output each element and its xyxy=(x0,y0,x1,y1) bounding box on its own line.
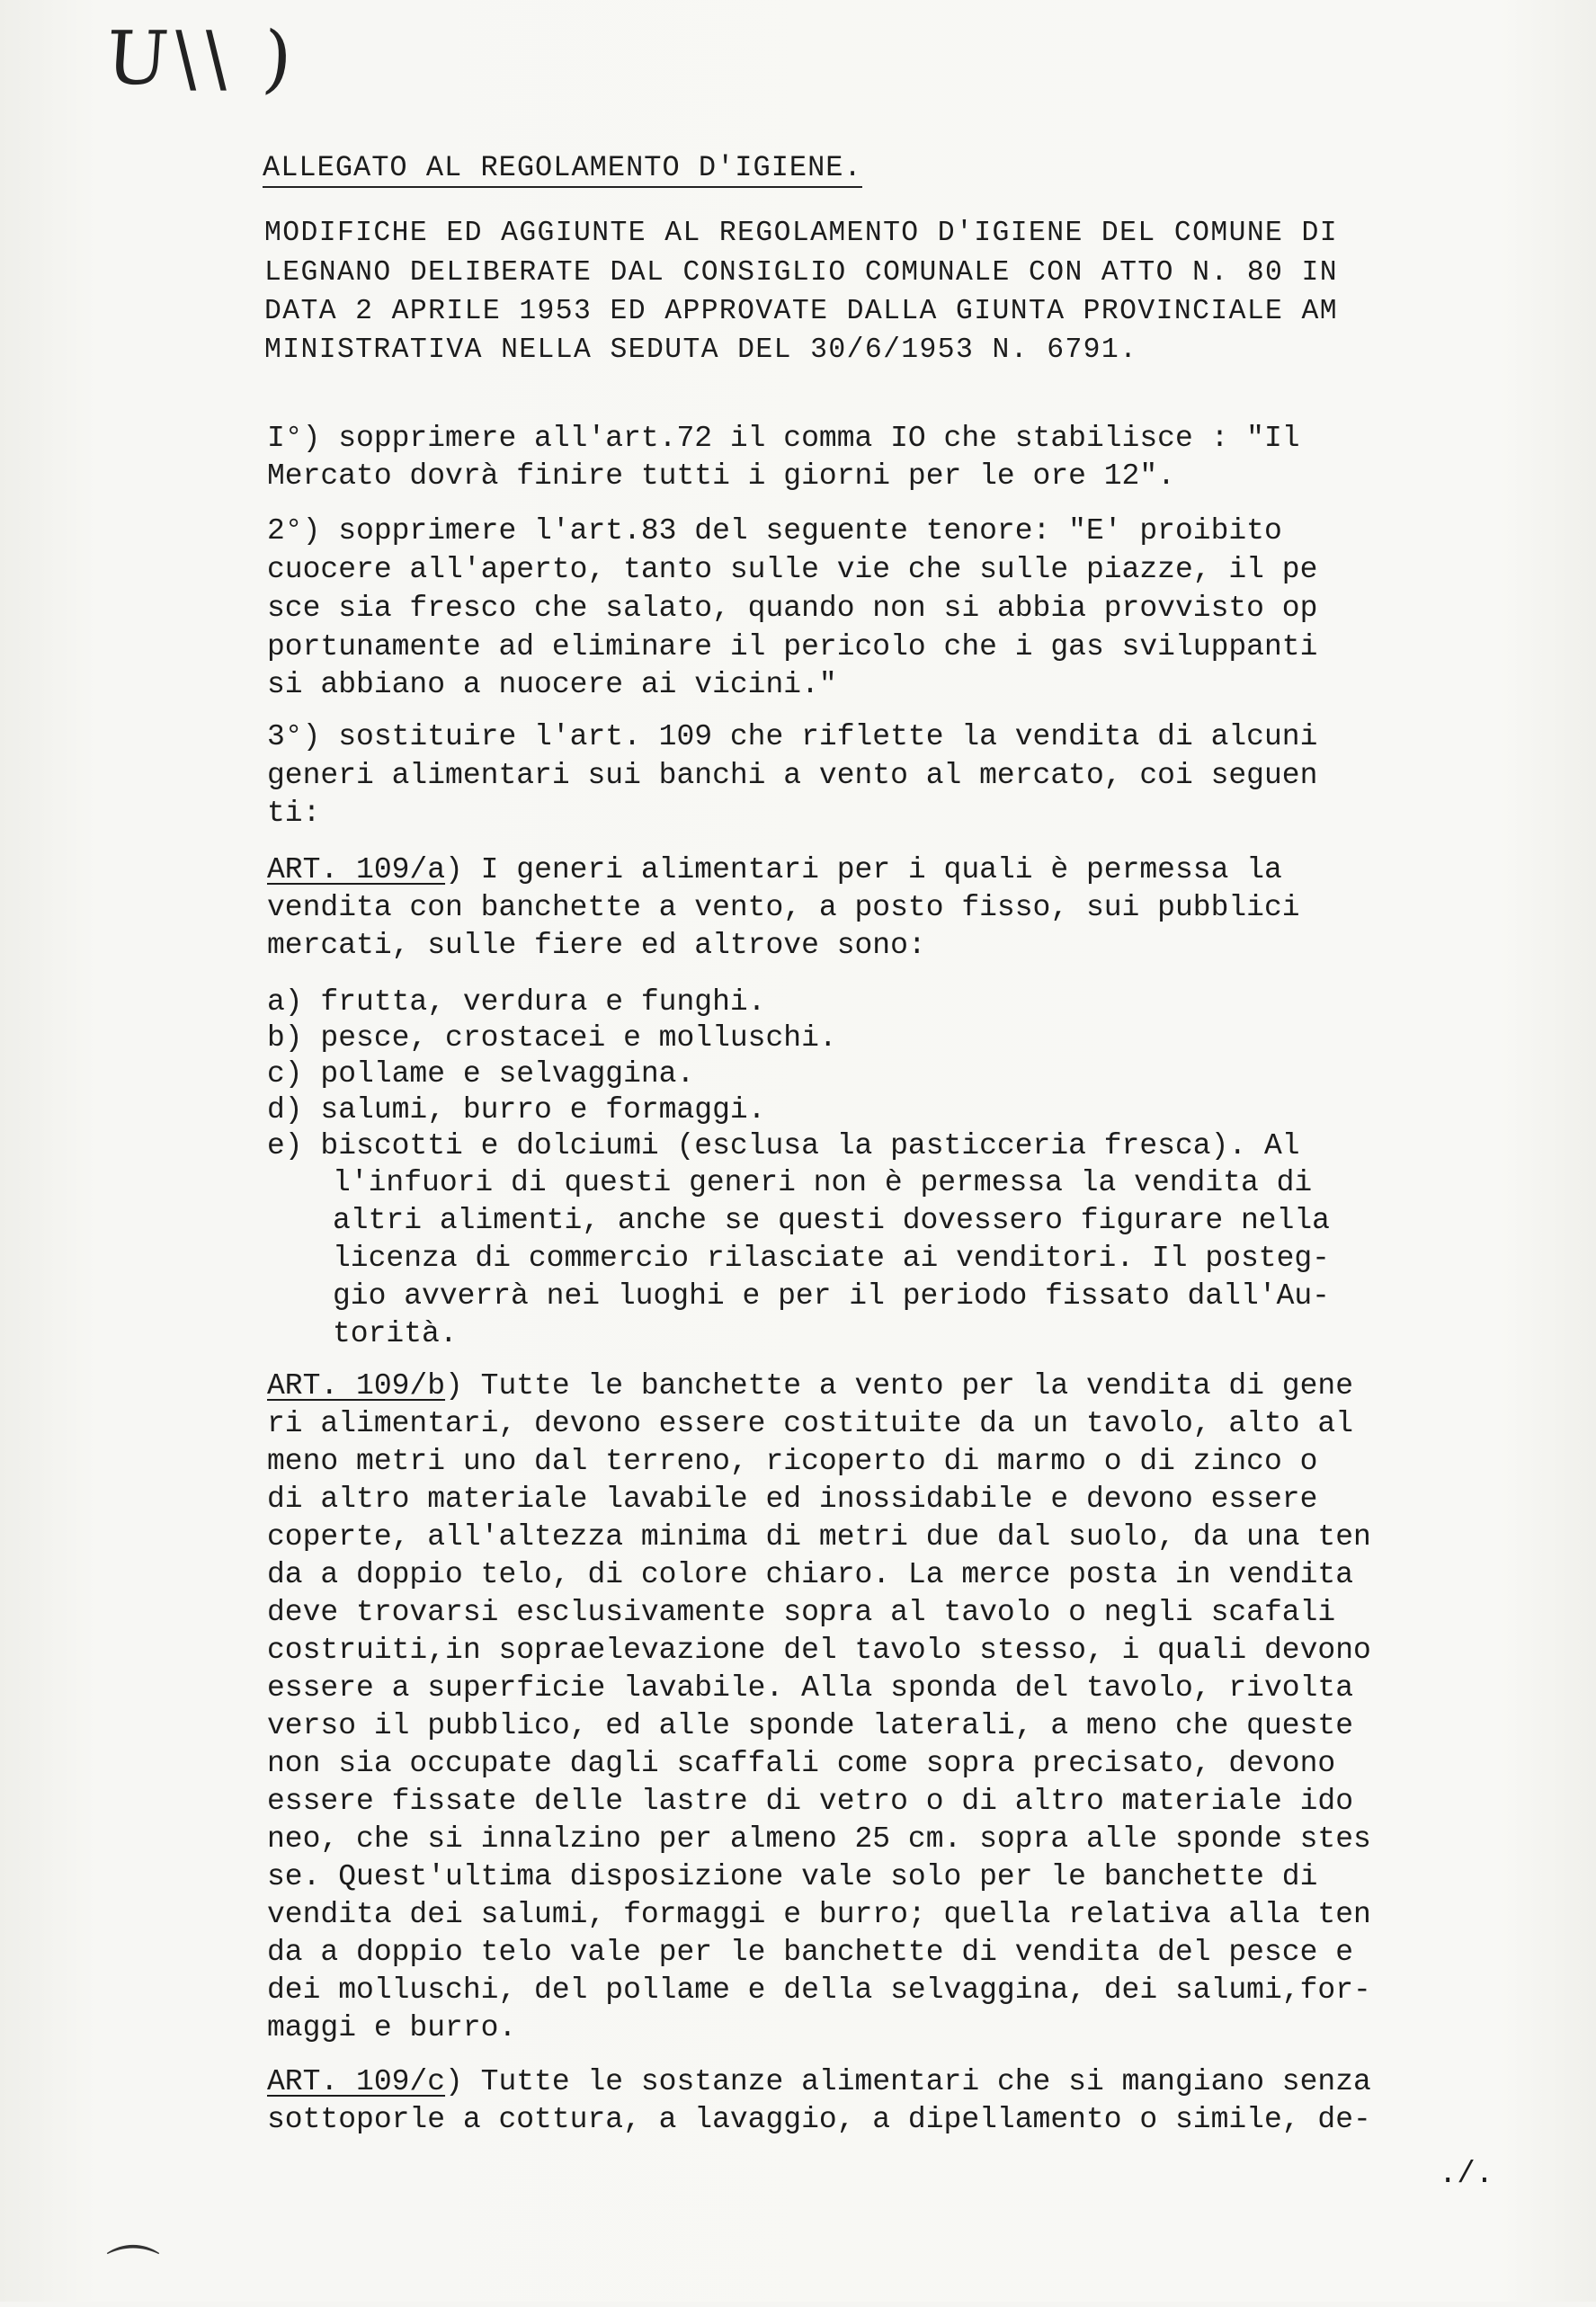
item1-line: Mercato dovrà finire tutti i giorni per le ore 12". xyxy=(267,459,1175,493)
art-b-line: costruiti,in sopraelevazione del tavolo stesso, i quali devono xyxy=(267,1634,1371,1667)
art-b-line: da a doppio telo, di colore chiaro. La merce posta in vendita xyxy=(267,1558,1353,1591)
list-item: c) pollame e selvaggina. xyxy=(267,1057,695,1091)
art-b-line: coperte, all'altezza minima di metri due dal suolo, da una ten xyxy=(267,1520,1371,1554)
art-c-first-line xyxy=(267,2064,1371,2100)
list-continuation-line: gio avverrà nei luoghi e per il periodo fissato dall'Au- xyxy=(333,1279,1330,1313)
item3-line: ti: xyxy=(267,797,321,830)
item2-line: portunamente ad eliminare il pericolo che i gas sviluppanti xyxy=(267,630,1318,664)
art-c-label: ART. 109/c xyxy=(267,2065,446,2098)
art-a-label: ART. 109/a xyxy=(267,853,446,886)
list-continuation-line: licenza di commercio rilasciate ai venditori. Il posteg- xyxy=(333,1242,1330,1275)
art-b-label: ART. 109/b xyxy=(267,1369,446,1403)
list-item: e) biscotti e dolciumi (esclusa la pasticceria fresca). Al xyxy=(267,1129,1300,1162)
handwritten-bottom-mark: ⌒ xyxy=(106,2241,160,2304)
art-b-line: ri alimentari, devono essere costituite da un tavolo, alto al xyxy=(267,1407,1353,1440)
page-continuation-mark: ./. xyxy=(1439,2158,1494,2192)
art-b-line: verso il pubblico, ed alle sponde laterali, a meno che queste xyxy=(267,1709,1353,1742)
header-line: DATA 2 APRILE 1953 ED APPROVATE DALLA GIUNTA PROVINCIALE AM xyxy=(264,296,1339,327)
item2-line: si abbiano a nuocere ai vicini." xyxy=(267,668,837,701)
header-line: MINISTRATIVA NELLA SEDUTA DEL 30/6/1953 N. 6791. xyxy=(264,334,1138,366)
item2-line: cuocere all'aperto, tanto sulle vie che sulle piazze, il pe xyxy=(267,553,1318,586)
list-continuation-line: l'infuori di questi generi non è permessa la vendita di xyxy=(333,1166,1313,1199)
list-item: a) frutta, verdura e funghi. xyxy=(267,985,766,1019)
handwritten-mark: U\\ ) xyxy=(103,16,300,102)
art-b-line: maggi e burro. xyxy=(267,2011,517,2044)
art-c-line: sottoporle a cottura, a lavaggio, a dipellamento o simile, de- xyxy=(267,2103,1371,2136)
art-b-line: da a doppio telo vale per le banchette di vendita del pesce e xyxy=(267,1936,1353,1969)
item2-line: sce sia fresco che salato, quando non si abbia provvisto op xyxy=(267,592,1318,625)
art-c-text: ) Tutte le sostanze alimentari che si mangiano senza xyxy=(445,2065,1371,2098)
art-b-line: essere a superficie lavabile. Alla sponda del tavolo, rivolta xyxy=(267,1671,1353,1705)
art-b-line: essere fissate delle lastre di vetro o di altro materiale ido xyxy=(267,1785,1353,1818)
art-a-text: ) I generi alimentari per i quali è permessa la xyxy=(445,853,1282,886)
item1-line: I°) sopprimere all'art.72 il comma IO che stabilisce : "Il xyxy=(267,422,1300,455)
document-title: ALLEGATO AL REGOLAMENTO D'IGIENE. xyxy=(263,151,862,188)
item3-line: generi alimentari sui banchi a vento al mercato, coi seguen xyxy=(267,759,1318,792)
art-b-text: ) Tutte le banchette a vento per la vendita di gene xyxy=(445,1369,1354,1403)
list-item: d) salumi, burro e formaggi. xyxy=(267,1093,766,1127)
art-b-line: neo, che si innalzino per almeno 25 cm. sopra alle sponde stes xyxy=(267,1822,1371,1856)
art-b-line: vendita dei salumi, formaggi e burro; quella relativa alla ten xyxy=(267,1898,1371,1931)
art-b-line: di altro materiale lavabile ed inossidabile e devono essere xyxy=(267,1483,1318,1516)
art-b-line: non sia occupate dagli scaffali come sopra precisato, devono xyxy=(267,1747,1336,1780)
header-line: LEGNANO DELIBERATE DAL CONSIGLIO COMUNALE CON ATTO N. 80 IN xyxy=(264,257,1339,289)
art-b-line: deve trovarsi esclusivamente sopra al tavolo o negli scafali xyxy=(267,1596,1336,1629)
art-b-line: dei molluschi, del pollame e della selvaggina, dei salumi,for- xyxy=(267,1973,1371,2007)
art-a-first-line xyxy=(267,852,1282,888)
art-a-line: mercati, sulle fiere ed altrove sono: xyxy=(267,929,926,962)
art-b-line: meno metri uno dal terreno, ricoperto di marmo o di zinco o xyxy=(267,1445,1318,1478)
art-a-line: vendita con banchette a vento, a posto fisso, sui pubblici xyxy=(267,891,1300,924)
list-continuation-line: torità. xyxy=(333,1317,458,1350)
list-item: b) pesce, crostacei e molluschi. xyxy=(267,1021,837,1055)
art-b-line: se. Quest'ultima disposizione vale solo per le banchette di xyxy=(267,1860,1318,1893)
item2-line: 2°) sopprimere l'art.83 del seguente tenore: "E' proibito xyxy=(267,514,1282,548)
list-continuation-line: altri alimenti, anche se questi dovessero figurare nella xyxy=(333,1204,1330,1237)
item3-line: 3°) sostituire l'art. 109 che riflette la vendita di alcuni xyxy=(267,720,1318,753)
art-b-first-line xyxy=(267,1368,1353,1404)
header-line: MODIFICHE ED AGGIUNTE AL REGOLAMENTO D'IGIENE DEL COMUNE DI xyxy=(264,218,1339,249)
